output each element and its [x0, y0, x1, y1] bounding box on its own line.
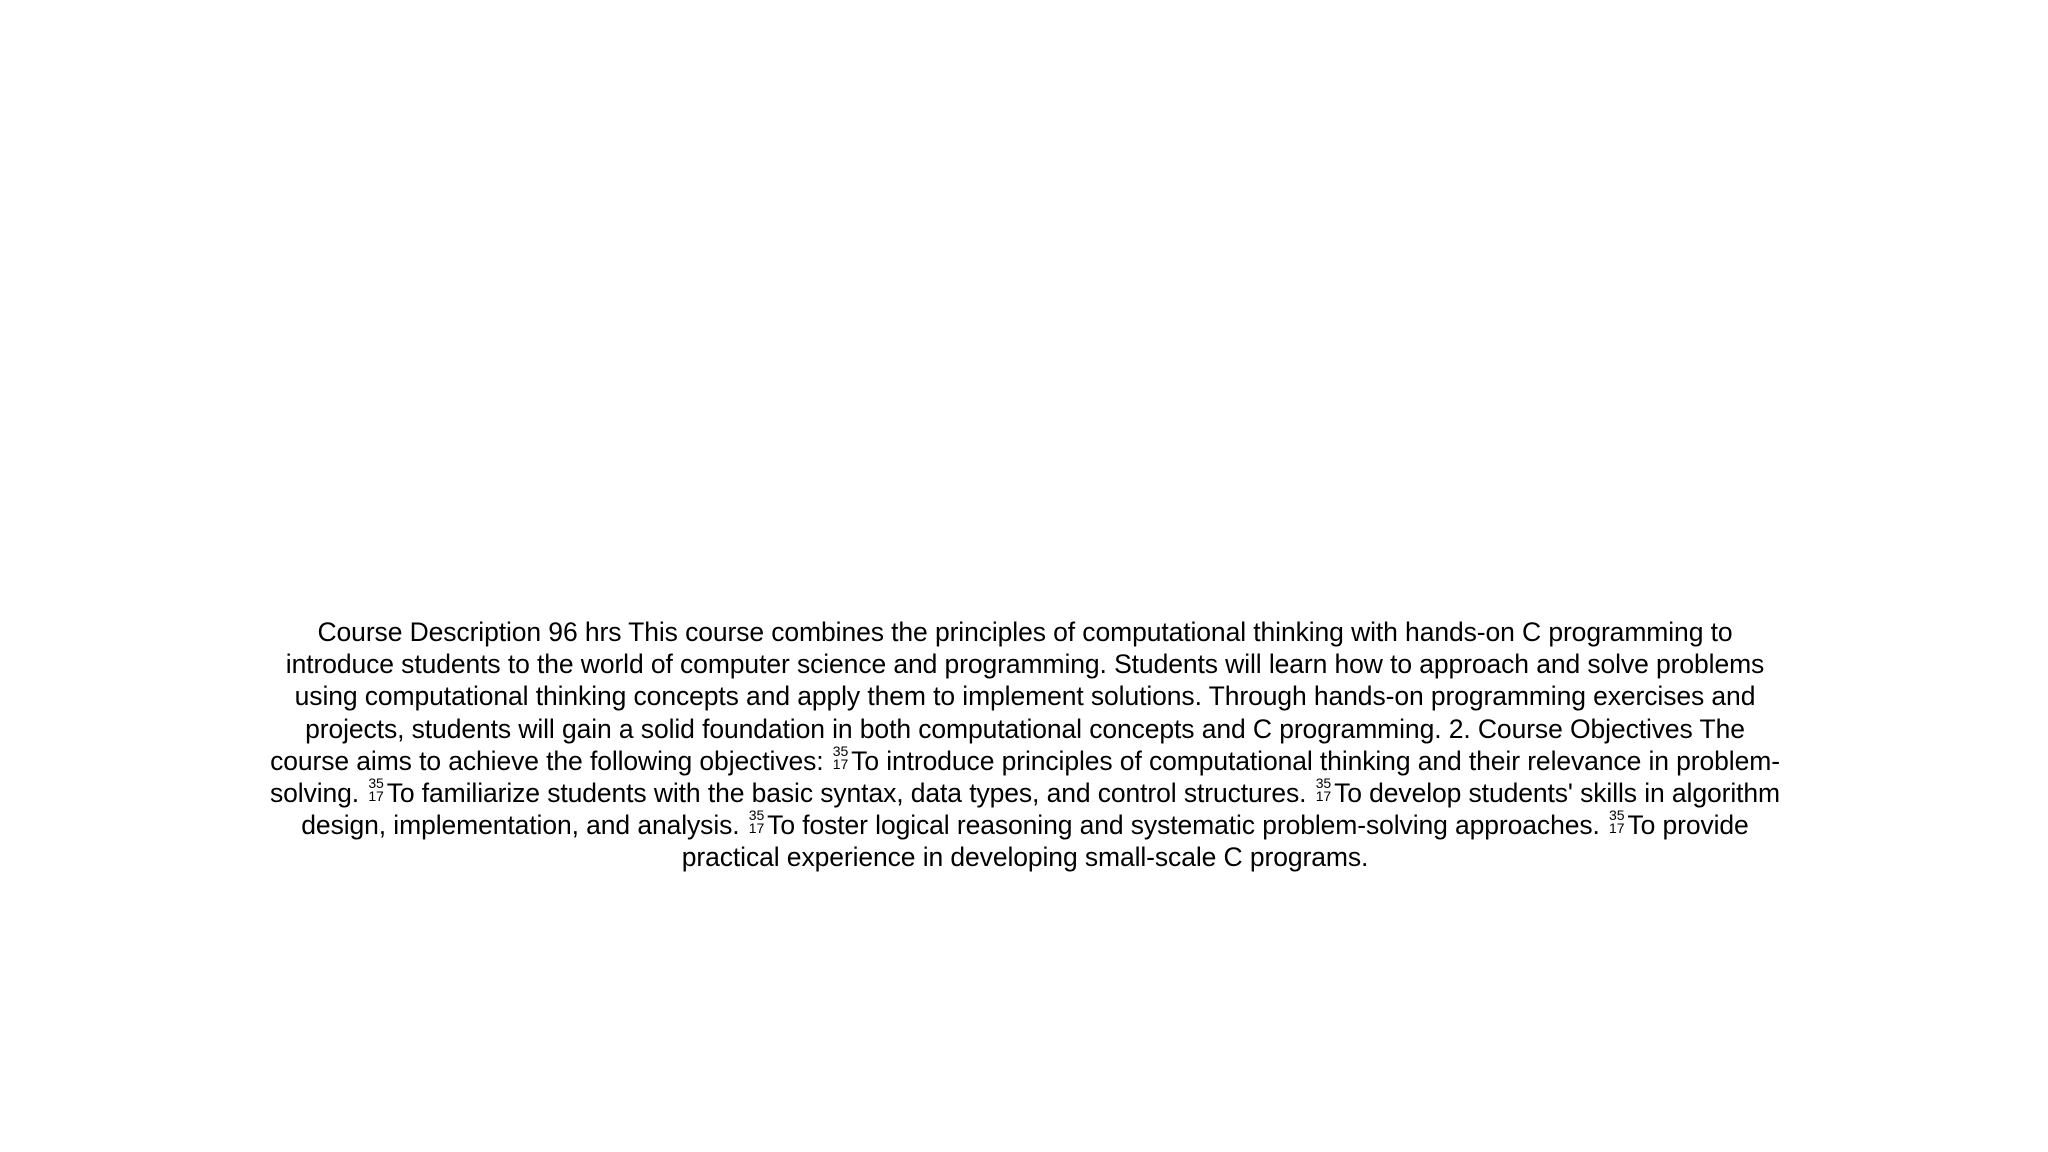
objective-3: To develop students' skills in algorithm design, implementation, and analysis.	[301, 778, 1780, 841]
bullet-glyph: 35 17	[748, 807, 765, 837]
bullet-glyph: 35 17	[368, 775, 384, 805]
bullet-glyph: 35 17	[1609, 807, 1625, 837]
objective-2: To familiarize students with the basic syntax, data types, and control structures.	[386, 778, 1307, 809]
objective-5: To provide practical experience in developing small-scale C programs.	[681, 810, 1749, 873]
intro-text: Course Description 96 hrs This course combines the principles of computational thinking with hands-on C programming to introduce students to the world of computer science and programming. Students will learn how to approach and solve problems using computational thinking concepts and apply them to implement solutions. Through hands-on programming exercises and projects, students will gain a solid foundation in both computational concepts and C programming. 2. Course Objectives The course aims to achieve the following objectives:	[270, 617, 1765, 776]
bullet-glyph: 35 17	[1315, 775, 1332, 805]
bullet-glyph: 35 17	[832, 742, 849, 772]
objective-4: To foster logical reasoning and systematic problem-solving approaches.	[767, 810, 1600, 841]
objective-1: To introduce principles of computational thinking and their relevance in problem-solving.	[270, 745, 1780, 809]
course-description-text	[268, 616, 1782, 874]
